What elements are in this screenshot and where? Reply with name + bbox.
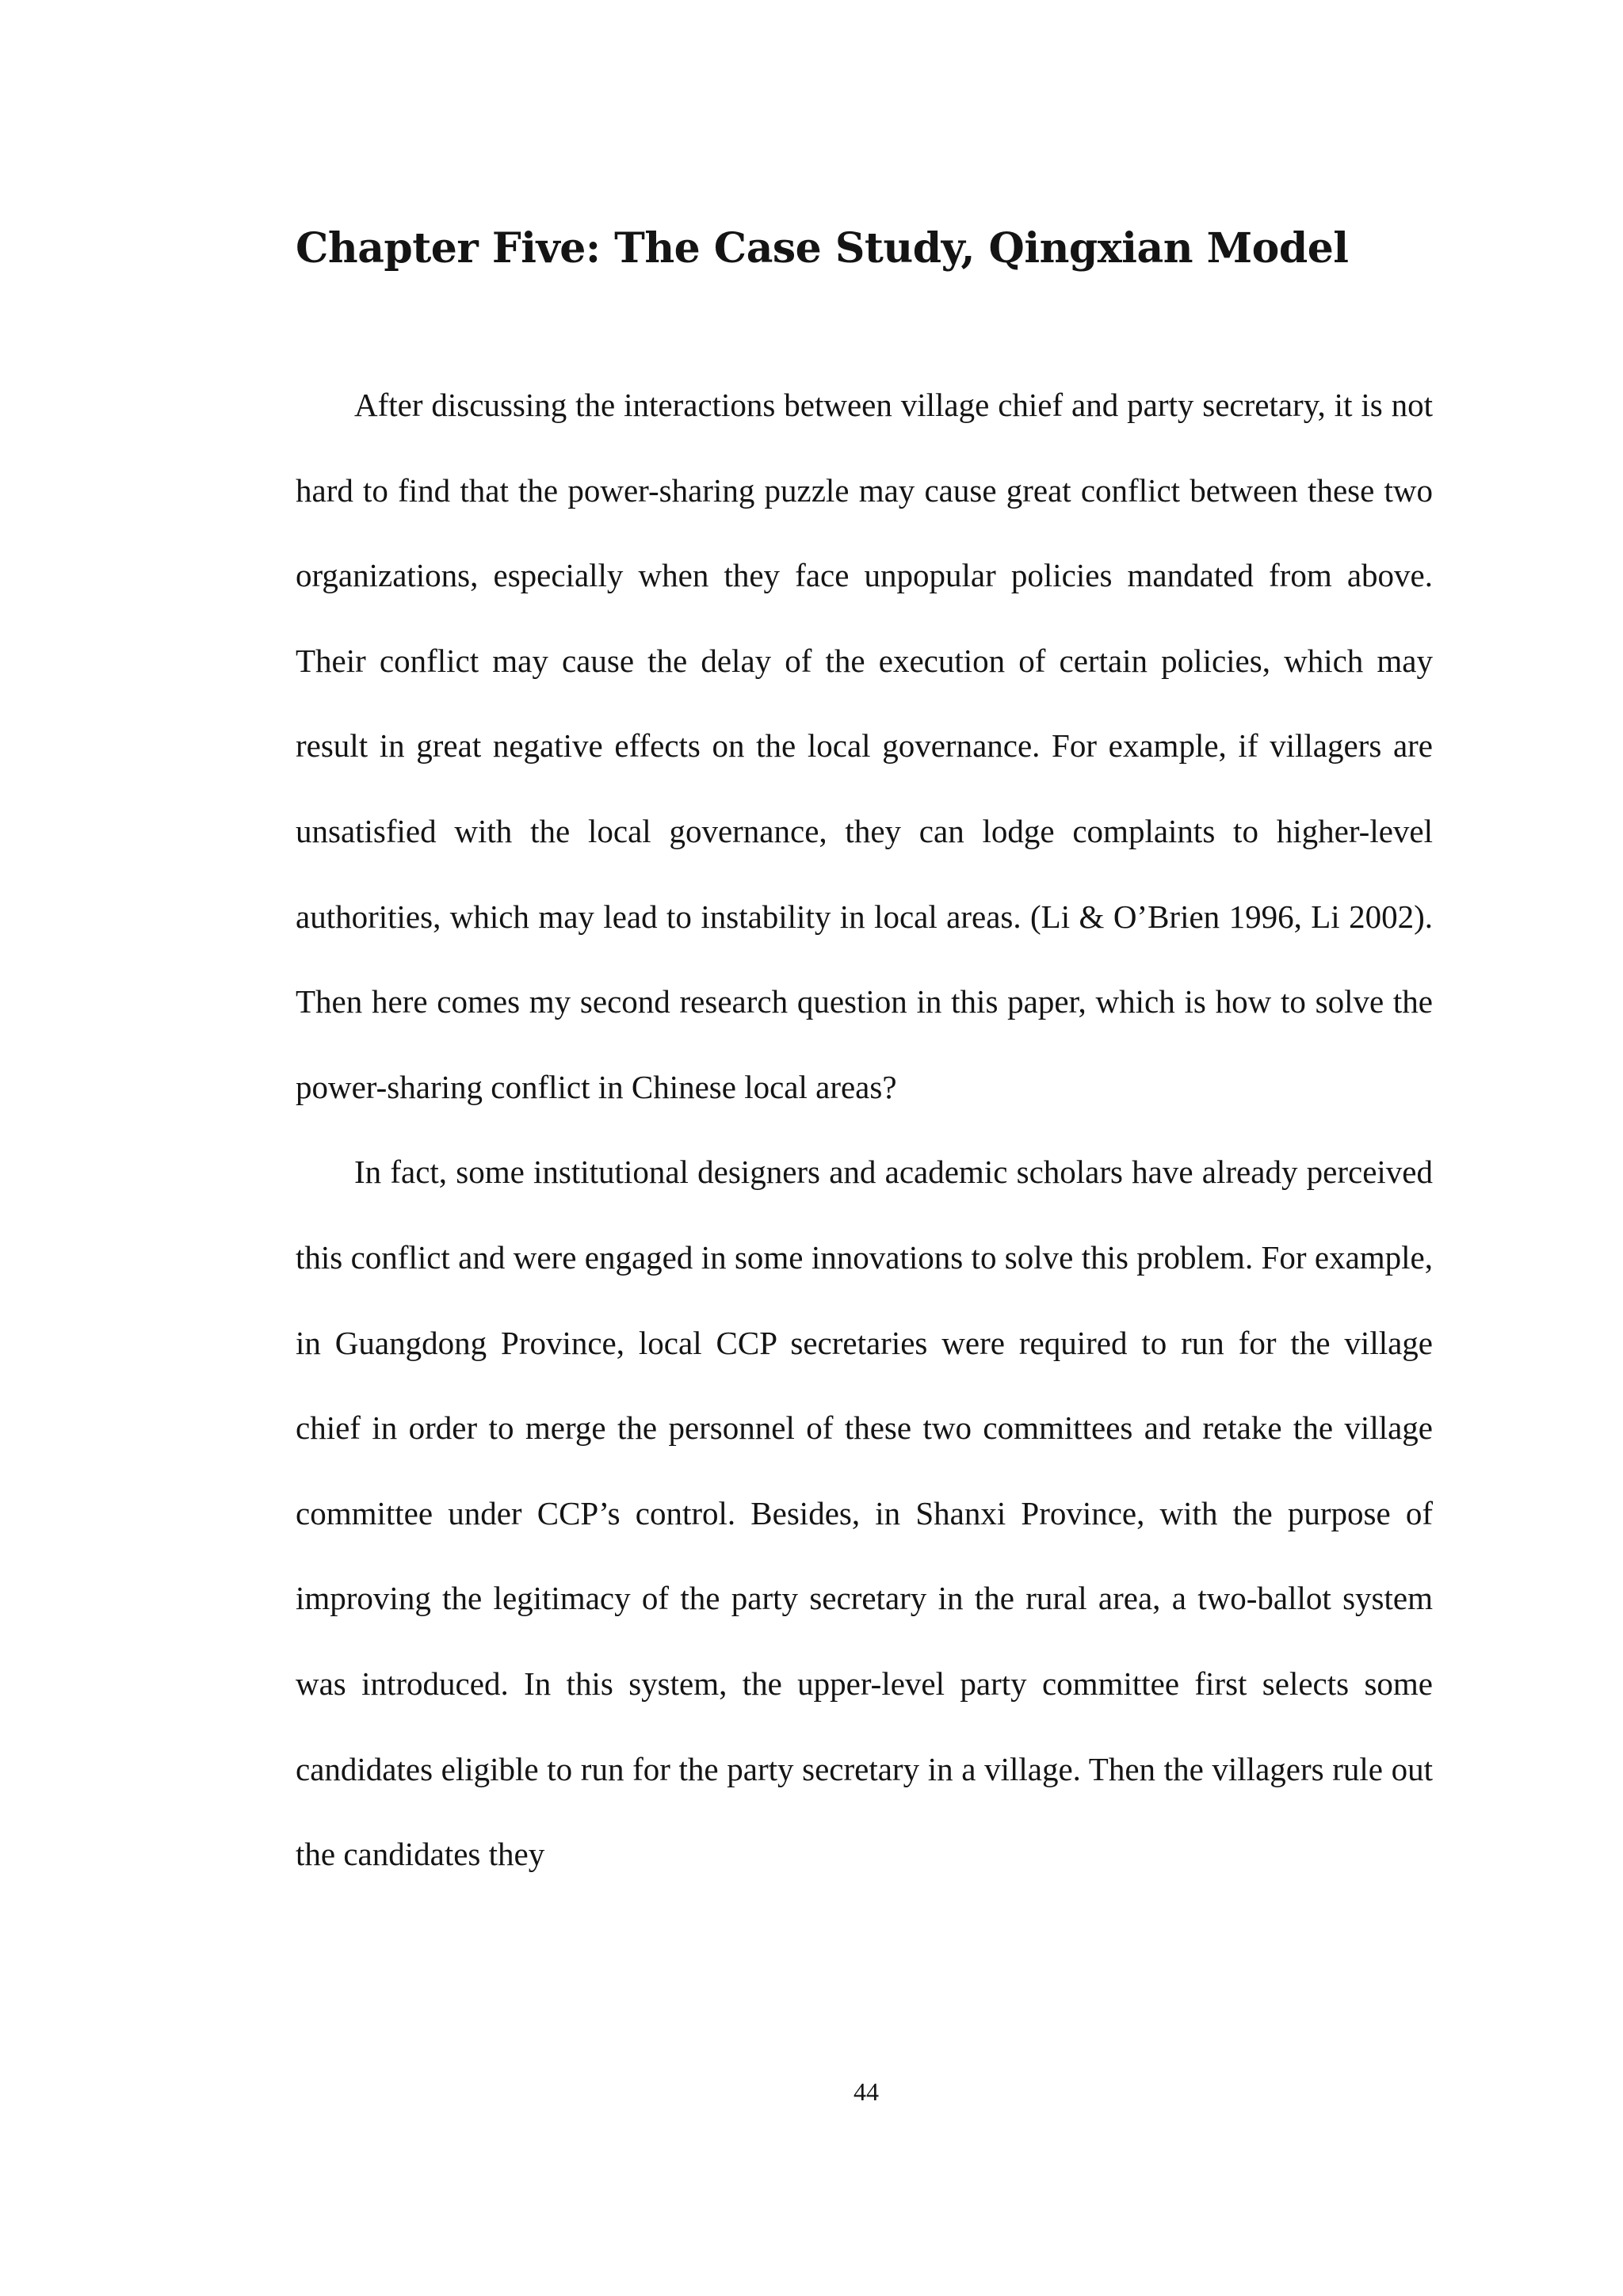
chapter-heading: Chapter Five: The Case Study, Qingxian Model xyxy=(296,224,1349,273)
page-number: 44 xyxy=(854,2077,879,2106)
paragraph-1: After discussing the interactions between village chief and party secretary, it is not hard to find that the power-sharing puzzle may cause great conflict between these two organizations, especially when they face unpopular policies mandated from above. Their conflict may cause the delay of the execution of certain policies, which may result in great negative effects on the local governance. For example, if villagers are unsatisfied with the local governance, they can lodge complaints to higher-level authorities, which may lead to instability in local areas. (Li & O’Brien 1996, Li 2002). Then here comes my second research question in this paper, which is how to solve the power-sharing conflict in Chinese local areas? xyxy=(296,387,1433,1105)
body-text xyxy=(296,363,1433,1897)
paragraph-2: In fact, some institutional designers and academic scholars have already perceived this conflict and were engaged in some innovations to solve this problem. For example, in Guangdong Province, local CCP secretaries were required to run for the village chief in order to merge the personnel of these two committees and retake the village committee under CCP’s control. Besides, in Shanxi Province, with the purpose of improving the legitimacy of the party secretary in the rural area, a two-ballot system was introduced. In this system, the upper-level party committee first selects some candidates eligible to run for the party secretary in a village. Then the villagers rule out the candidates they xyxy=(296,1154,1433,1873)
